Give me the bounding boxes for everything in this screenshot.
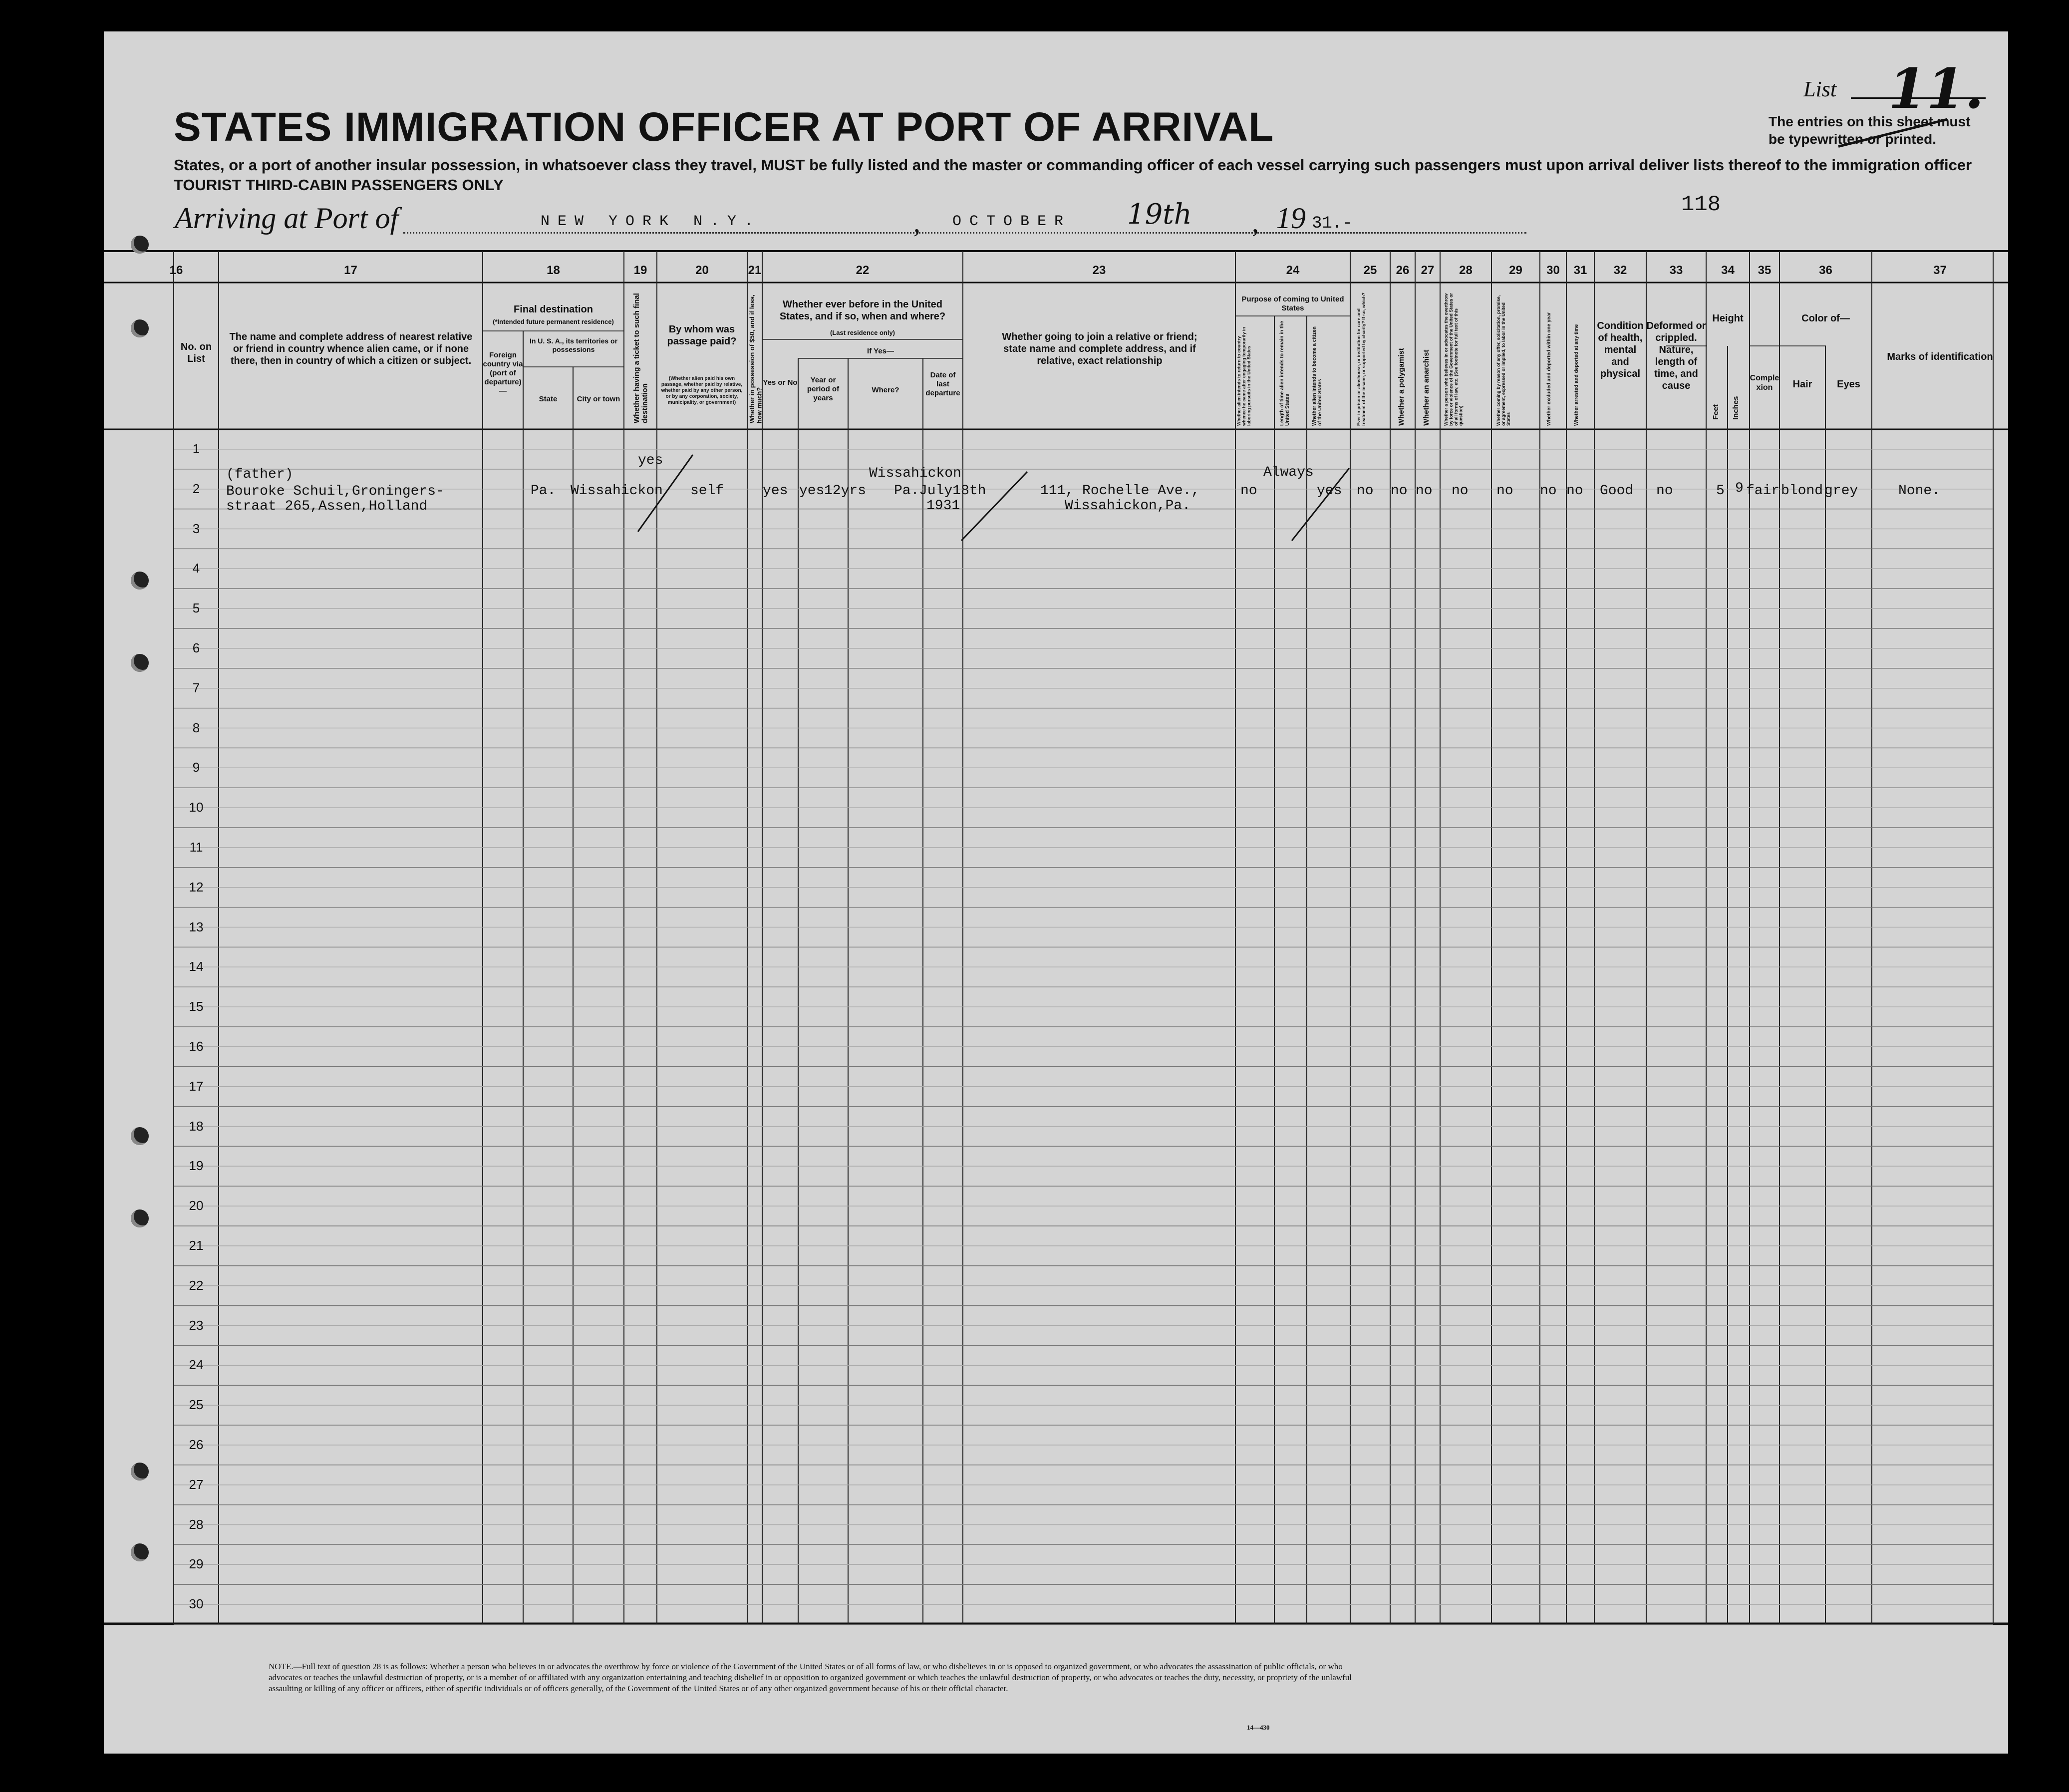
header-joining: Whether going to join a relative or friend; state name and complete address, and if relative, exact relationship [1002,331,1197,366]
row-number: 7 [192,680,200,695]
row-number: 29 [189,1556,204,1572]
colnum-24: 24 [1286,264,1300,277]
binder-hole [131,572,149,590]
row-number: 23 [189,1317,204,1333]
list-number: 11. [1888,56,1984,121]
row-number: 6 [192,640,200,655]
row-number: 15 [189,999,204,1014]
row-number: 14 [189,959,204,974]
entry-complexion: fair [1746,483,1780,499]
header-purpose: Purpose of coming to United States [1241,295,1344,312]
header-eyes: Eyes [1837,379,1860,390]
header-date-departure: Date of last departure [925,371,960,397]
sheet-number: 118 [1681,192,1721,217]
entries-note-2: be typewritten or printed. [1769,131,1937,147]
entry-relative-line2: straat 265,Assen,Holland [226,499,428,514]
colnum-32: 32 [1613,264,1627,277]
row-number: 5 [192,600,200,616]
colnum-22: 22 [856,264,870,277]
entries-note-1: The entries on this sheet must [1769,114,1971,129]
row-number: 24 [189,1357,204,1373]
header-prison: Ever in prison or almshouse, or institution for care and treatment of the insane, or supported by charity? If so, which? [1356,292,1366,426]
row-number: 9 [192,760,200,775]
entry-inches: 9 [1735,481,1744,496]
row-number: 21 [189,1237,204,1253]
arrival-port: NEW YORK N.Y. [541,213,762,230]
manifest-sheet [104,31,2008,1754]
header-labor-offer: Whether coming by reason of any offer, solicitation, promise, or agreement, expressed or implied, to labor in the United States [1496,295,1511,426]
header-where: Where? [872,386,899,394]
row-number: 1 [192,441,200,456]
entry-departure-2: 1931 [926,498,960,514]
row-number: 8 [192,720,200,735]
entry-hair: blond [1781,483,1823,499]
comma-1: , [913,208,920,239]
header-health: Condition of health, mental and physical [1597,320,1644,379]
colnum-37: 37 [1933,264,1947,277]
entry-years: 12yrs [824,483,867,499]
colnum-25: 25 [1363,264,1377,277]
entry-before: yes [799,483,825,499]
entry-city: Wissahickon [571,483,663,499]
colnum-23: 23 [1092,264,1106,277]
entry-departure-1: July18th [919,483,986,499]
header-complexion: Complexion [1750,374,1779,392]
header-deformed: Deformed or crippled. Nature, length of time, and cause [1646,320,1706,391]
entry-excluded: no [1540,483,1557,499]
entry-feet: 5 [1716,483,1725,499]
header-before-in-us: Whether ever before in the United States, and if so, when and where? [779,299,946,322]
header-passage-paid-sub: (Whether alien paid his own passage, whether paid by relative, whether paid by any other person, or by any corporation, society, municipality, or government) [661,376,743,405]
colnum-26: 26 [1396,264,1410,277]
header-final-destination-sub: (*Intended future permanent residence) [493,318,614,325]
row-number: 4 [192,561,200,576]
entry-return: no [1240,483,1257,499]
entry-anarchist: no [1416,483,1433,499]
colnum-17: 17 [344,264,357,277]
header-anarchist: Whether an anarchist [1422,349,1431,426]
entry-citizen: yes [1317,483,1342,499]
footnote-question-28: NOTE.—Full text of question 28 is as follows: Whether a person who believes in or advocates the overthrow by force or violence of the Government of the United States or of all forms of law, or who disbelieves in or is opposed to organized government, or who advocates the assassination of public officials, or who advocates or teaches the unlawful destruction of property, or is a member of or affiliated with any organization entertaining and teaching disbelief in or opposition to organized government or which teaches the unlawful destruction of property, or who advocates or teaches the duty, necessity, or propriety of the unlawful assaulting or killing of any officer or officers, either of specific individuals or of officers generally, of the Government of the United States or of any other organized government because of his or their official character. [269,1662,1352,1694]
page-title: STATES IMMIGRATION OFFICER AT PORT OF ARRIVAL [174,104,1274,150]
header-purpose-return: Whether alien intends to return to country whence he came after engaging temporarily in laboring pursuits in the United States [1236,326,1251,426]
entry-deported: no [1566,483,1583,499]
colnum-35: 35 [1758,264,1772,277]
row-number: 17 [189,1078,204,1094]
colnum-19: 19 [633,264,647,277]
header-no-on-list: No. on List [180,341,212,364]
entry-labor: no [1496,483,1513,499]
row-number: 18 [189,1118,204,1134]
colnum-36: 36 [1819,264,1832,277]
header-in-usa: In U. S. A., its territories or possessions [529,337,618,353]
header-inches: Inches [1732,396,1740,420]
header-last-residence: (Last residence only) [830,329,895,336]
header-height: Height [1712,313,1744,324]
header-money: Whether in possession of $50, and if less, how much? [748,295,763,423]
binder-hole [131,1209,149,1227]
entry-length: Always [1263,465,1314,480]
binder-hole [131,236,149,254]
header-state: State [539,395,558,403]
entry-relation: (father) [226,467,294,482]
header-nearest-relative: The name and complete address of nearest relative or friend in country whence alien came, or if none there, then in country of which a citizen or subject. [229,331,473,366]
header-arrested: Whether arrested and deported at any time [1574,324,1579,426]
header-if-yes: If Yes— [867,347,894,355]
row-number: 11 [189,839,203,855]
binder-hole [131,1543,149,1561]
colnum-21: 21 [748,264,762,277]
entry-joining-2: Wissahickon,Pa. [1065,498,1191,514]
arrival-year-prefix: 19 [1276,202,1306,235]
arrival-year-suffix: 31.- [1312,214,1353,233]
row-number: 20 [189,1198,204,1213]
row-number: 25 [189,1397,204,1413]
header-polygamist: Whether a polygamist [1397,348,1406,426]
header-feet: Feet [1712,404,1720,420]
colnum-31: 31 [1573,264,1587,277]
row-number: 16 [189,1038,204,1054]
header-question-28: Whether a person who believes in or advocates the overthrow by force or violence of the Government of the United States or of all forms of law, etc. (See footnote for full text of this question) [1444,293,1464,426]
row-number: 28 [189,1516,204,1532]
header-ticket: Whether having a ticket to such final destination [632,293,649,423]
binder-hole [131,1463,149,1481]
comma-2: , [1252,208,1259,239]
colnum-33: 33 [1669,264,1683,277]
row-number: 10 [189,800,204,815]
header-excluded: Whether excluded and deported within one year [1546,312,1552,426]
header-foreign-country: Foreign country via (port of departure)— [483,351,523,395]
entry-deformed: no [1656,483,1673,499]
entry-paid-by: self [690,483,724,499]
header-hair: Hair [1792,379,1812,390]
entry-polygamist: no [1391,483,1408,499]
row-number: 3 [192,521,200,536]
colnum-20: 20 [695,264,709,277]
list-label: List [1803,77,1837,101]
row-number: 30 [189,1596,204,1612]
row-number: 12 [189,879,204,895]
entry-marks: None. [1898,483,1941,499]
class-line: TOURIST THIRD-CABIN PASSENGERS ONLY [174,176,504,194]
form-number: 14—430 [1247,1724,1270,1731]
entry-health: Good [1600,483,1634,499]
header-color-of: Color of— [1801,313,1850,324]
colnum-18: 18 [547,264,560,277]
header-purpose-citizen: Whether alien intends to become a citizen of the United States [1312,326,1323,426]
entry-relative-line1: Bouroke Schuil,Groningers- [226,484,444,499]
entry-joining-1: 111, Rochelle Ave., [1040,483,1200,499]
arriving-label: Arriving at Port of [175,202,399,235]
header-year: Year or period of years [807,376,840,402]
arrival-day: 19th [1127,198,1192,231]
binder-hole [131,654,149,672]
row-number: 19 [189,1158,204,1174]
colnum-30: 30 [1546,264,1560,277]
table-grid [104,31,2008,1754]
row-number: 26 [189,1437,204,1452]
colnum-29: 29 [1509,264,1522,277]
entry-where-2: Pa. [894,483,919,499]
binder-hole [131,319,149,337]
header-city: City or town [577,395,620,403]
colnum-16: 16 [169,264,183,277]
entry-q28: no [1452,483,1469,499]
header-purpose-length: Length of time alien intends to remain in the United States [1279,320,1290,426]
row-number: 2 [192,481,200,496]
colnum-27: 27 [1421,264,1435,277]
header-passage-paid: By whom was passage paid? [667,324,737,347]
colnum-28: 28 [1459,264,1473,277]
row-number: 13 [189,919,204,934]
colnum-34: 34 [1721,264,1735,277]
entry-ticket: yes [638,453,663,468]
entry-prison: no [1357,483,1374,499]
header-marks: Marks of identification [1887,351,1993,362]
entry-money: yes [763,483,788,499]
row-number: 22 [189,1277,204,1293]
arrival-month: OCTOBER [952,213,1072,230]
entry-eyes: grey [1824,483,1858,499]
binder-hole [131,1127,149,1145]
row-number: 27 [189,1477,204,1492]
entry-state: Pa. [531,483,556,499]
subtitle: States, or a port of another insular possession, in whatsoever class they travel, MUST be fully listed and the master or commanding officer of each vessel carrying such passengers must upon arrival deliver lists thereof to the immigration officer [174,156,1972,174]
header-final-destination: Final destination [514,304,593,315]
header-yes-no: Yes or No [763,378,798,387]
entry-where-1: Wissahickon [869,466,961,481]
